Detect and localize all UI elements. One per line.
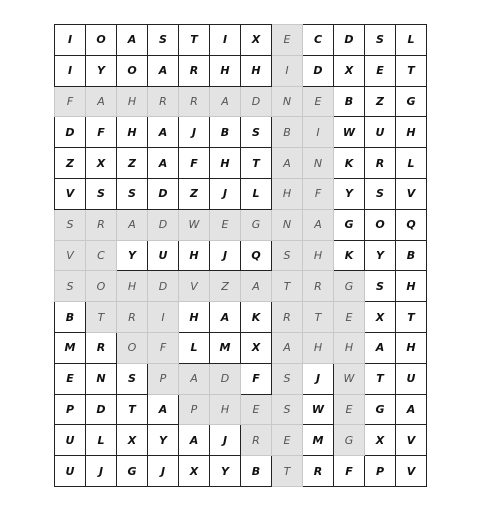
- grid-cell[interactable]: J: [210, 240, 241, 271]
- grid-cell[interactable]: N: [272, 86, 303, 117]
- grid-cell[interactable]: H: [117, 271, 148, 302]
- grid-cell[interactable]: D: [241, 86, 272, 117]
- grid-cell[interactable]: T: [396, 55, 427, 86]
- grid-cell[interactable]: H: [334, 332, 365, 363]
- grid-cell[interactable]: D: [148, 271, 179, 302]
- grid-cell[interactable]: P: [148, 363, 179, 394]
- grid-cell[interactable]: Z: [210, 271, 241, 302]
- grid-cell[interactable]: I: [272, 55, 303, 86]
- grid-cell[interactable]: O: [86, 271, 117, 302]
- grid-cell[interactable]: N: [86, 363, 117, 394]
- grid-cell[interactable]: W: [303, 394, 334, 425]
- grid-cell[interactable]: X: [241, 332, 272, 363]
- grid-cell[interactable]: J: [148, 456, 179, 487]
- grid-cell[interactable]: N: [272, 209, 303, 240]
- grid-cell[interactable]: Y: [210, 456, 241, 487]
- grid-cell[interactable]: V: [396, 178, 427, 209]
- grid-row: [55, 25, 427, 56]
- grid-cell[interactable]: G: [334, 271, 365, 302]
- grid-cell[interactable]: H: [210, 394, 241, 425]
- grid-cell[interactable]: H: [303, 240, 334, 271]
- grid-cell[interactable]: E: [334, 302, 365, 333]
- grid-cell[interactable]: B: [210, 117, 241, 148]
- grid-cell[interactable]: F: [241, 363, 272, 394]
- grid-cell[interactable]: T: [117, 394, 148, 425]
- grid-cell[interactable]: I: [55, 25, 86, 56]
- grid-cell[interactable]: T: [272, 271, 303, 302]
- grid-row: [55, 178, 427, 209]
- grid-cell[interactable]: Y: [86, 55, 117, 86]
- grid-cell[interactable]: E: [303, 86, 334, 117]
- grid-row: [55, 394, 427, 425]
- grid-cell[interactable]: R: [86, 209, 117, 240]
- grid-cell[interactable]: G: [117, 456, 148, 487]
- grid-cell[interactable]: S: [117, 178, 148, 209]
- grid-cell[interactable]: H: [210, 148, 241, 179]
- grid-cell[interactable]: B: [334, 86, 365, 117]
- grid-cell[interactable]: D: [210, 363, 241, 394]
- grid-cell[interactable]: K: [334, 148, 365, 179]
- grid-cell[interactable]: H: [272, 178, 303, 209]
- grid-cell[interactable]: Q: [241, 240, 272, 271]
- grid-cell[interactable]: I: [303, 117, 334, 148]
- grid-cell[interactable]: V: [55, 240, 86, 271]
- grid-cell[interactable]: X: [86, 148, 117, 179]
- grid-cell[interactable]: U: [55, 425, 86, 456]
- grid-cell[interactable]: V: [179, 271, 210, 302]
- grid-cell[interactable]: H: [117, 86, 148, 117]
- grid-cell[interactable]: E: [241, 394, 272, 425]
- grid-cell[interactable]: K: [334, 240, 365, 271]
- grid-cell[interactable]: S: [365, 271, 396, 302]
- grid-cell[interactable]: H: [117, 117, 148, 148]
- grid-cell[interactable]: A: [272, 148, 303, 179]
- grid-cell[interactable]: X: [334, 55, 365, 86]
- grid-cell[interactable]: Y: [117, 240, 148, 271]
- grid-cell[interactable]: O: [117, 55, 148, 86]
- grid-cell[interactable]: S: [55, 271, 86, 302]
- grid-cell[interactable]: T: [303, 302, 334, 333]
- grid-cell[interactable]: L: [86, 425, 117, 456]
- grid-cell[interactable]: A: [179, 425, 210, 456]
- grid-row: [55, 209, 427, 240]
- grid-cell[interactable]: N: [303, 148, 334, 179]
- grid-cell[interactable]: H: [303, 332, 334, 363]
- grid-cell[interactable]: A: [148, 394, 179, 425]
- grid-cell[interactable]: H: [396, 332, 427, 363]
- grid-cell[interactable]: A: [117, 25, 148, 56]
- grid-cell[interactable]: O: [365, 209, 396, 240]
- grid-cell[interactable]: B: [55, 302, 86, 333]
- grid-cell[interactable]: R: [117, 302, 148, 333]
- grid-cell[interactable]: X: [117, 425, 148, 456]
- grid-cell[interactable]: Q: [396, 209, 427, 240]
- grid-cell[interactable]: B: [396, 240, 427, 271]
- grid-cell[interactable]: R: [303, 456, 334, 487]
- grid-cell[interactable]: R: [148, 86, 179, 117]
- grid-row: [55, 363, 427, 394]
- grid-row: [55, 117, 427, 148]
- grid-cell[interactable]: F: [148, 332, 179, 363]
- grid-cell[interactable]: J: [179, 117, 210, 148]
- grid-cell[interactable]: S: [365, 25, 396, 56]
- grid-row: [55, 240, 427, 271]
- grid-cell[interactable]: M: [303, 425, 334, 456]
- grid-cell[interactable]: Y: [334, 178, 365, 209]
- grid-cell[interactable]: R: [86, 332, 117, 363]
- grid-cell[interactable]: T: [86, 302, 117, 333]
- grid-cell[interactable]: T: [272, 456, 303, 487]
- grid-cell[interactable]: K: [241, 302, 272, 333]
- grid-cell[interactable]: A: [148, 117, 179, 148]
- grid-cell[interactable]: B: [241, 456, 272, 487]
- grid-cell[interactable]: A: [179, 363, 210, 394]
- grid-cell[interactable]: Z: [365, 86, 396, 117]
- grid-cell[interactable]: D: [334, 25, 365, 56]
- grid-cell[interactable]: B: [272, 117, 303, 148]
- grid-cell[interactable]: Z: [55, 148, 86, 179]
- grid-cell[interactable]: A: [241, 271, 272, 302]
- grid-cell[interactable]: U: [148, 240, 179, 271]
- grid-cell[interactable]: R: [365, 148, 396, 179]
- grid-cell[interactable]: O: [86, 25, 117, 56]
- grid-cell[interactable]: A: [117, 209, 148, 240]
- grid-cell[interactable]: M: [210, 332, 241, 363]
- grid-cell[interactable]: H: [396, 117, 427, 148]
- grid-cell[interactable]: W: [334, 363, 365, 394]
- grid-cell[interactable]: A: [303, 209, 334, 240]
- grid-cell[interactable]: D: [148, 178, 179, 209]
- grid-cell[interactable]: Z: [117, 148, 148, 179]
- grid-cell[interactable]: X: [179, 456, 210, 487]
- grid-cell[interactable]: G: [241, 209, 272, 240]
- grid-cell[interactable]: I: [148, 302, 179, 333]
- grid-row: [55, 332, 427, 363]
- grid-cell[interactable]: S: [148, 25, 179, 56]
- grid-cell[interactable]: L: [396, 25, 427, 56]
- grid-cell[interactable]: A: [365, 332, 396, 363]
- grid-cell[interactable]: X: [365, 425, 396, 456]
- grid-cell[interactable]: U: [365, 117, 396, 148]
- word-search-grid: [54, 24, 427, 487]
- grid-cell[interactable]: H: [179, 240, 210, 271]
- grid-cell[interactable]: V: [396, 456, 427, 487]
- grid-row: [55, 148, 427, 179]
- grid-cell[interactable]: L: [241, 178, 272, 209]
- grid-cell[interactable]: S: [272, 363, 303, 394]
- grid-cell[interactable]: A: [272, 332, 303, 363]
- grid-cell[interactable]: S: [365, 178, 396, 209]
- grid-cell[interactable]: J: [303, 363, 334, 394]
- grid-cell[interactable]: H: [179, 302, 210, 333]
- grid-cell[interactable]: S: [272, 240, 303, 271]
- grid-cell[interactable]: O: [117, 332, 148, 363]
- grid-cell[interactable]: F: [334, 456, 365, 487]
- grid-cell[interactable]: D: [303, 55, 334, 86]
- grid-cell[interactable]: H: [396, 271, 427, 302]
- grid-cell[interactable]: E: [272, 425, 303, 456]
- grid-cell[interactable]: A: [148, 55, 179, 86]
- grid-cell[interactable]: Y: [148, 425, 179, 456]
- grid-cell[interactable]: S: [117, 363, 148, 394]
- grid-cell[interactable]: Z: [179, 178, 210, 209]
- grid-cell[interactable]: S: [86, 178, 117, 209]
- grid-cell[interactable]: L: [179, 332, 210, 363]
- grid-cell[interactable]: G: [365, 394, 396, 425]
- grid-cell[interactable]: H: [210, 55, 241, 86]
- grid-cell[interactable]: S: [241, 117, 272, 148]
- grid-cell[interactable]: S: [272, 394, 303, 425]
- grid-cell[interactable]: A: [210, 302, 241, 333]
- grid-cell[interactable]: W: [179, 209, 210, 240]
- grid-cell[interactable]: I: [55, 55, 86, 86]
- grid-cell[interactable]: P: [365, 456, 396, 487]
- grid-cell[interactable]: E: [210, 209, 241, 240]
- grid-cell[interactable]: V: [396, 425, 427, 456]
- grid-cell[interactable]: R: [179, 55, 210, 86]
- grid-cell[interactable]: E: [272, 25, 303, 56]
- grid-cell[interactable]: J: [86, 456, 117, 487]
- grid-cell[interactable]: T: [396, 302, 427, 333]
- grid-cell[interactable]: F: [303, 178, 334, 209]
- grid-cell[interactable]: W: [334, 117, 365, 148]
- grid-cell[interactable]: X: [365, 302, 396, 333]
- grid-cell[interactable]: X: [241, 25, 272, 56]
- grid-row: [55, 86, 427, 117]
- grid-cell[interactable]: R: [272, 302, 303, 333]
- grid-cell[interactable]: F: [86, 117, 117, 148]
- grid-cell[interactable]: D: [86, 394, 117, 425]
- grid-cell[interactable]: R: [303, 271, 334, 302]
- grid-cell[interactable]: A: [210, 86, 241, 117]
- grid-cell[interactable]: M: [55, 332, 86, 363]
- grid-cell[interactable]: H: [241, 55, 272, 86]
- grid-cell[interactable]: P: [55, 394, 86, 425]
- grid-cell[interactable]: Y: [365, 240, 396, 271]
- grid-row: [55, 55, 427, 86]
- grid-cell[interactable]: J: [210, 425, 241, 456]
- grid-cell[interactable]: C: [86, 240, 117, 271]
- grid-cell[interactable]: D: [148, 209, 179, 240]
- grid-cell[interactable]: F: [179, 148, 210, 179]
- grid-cell[interactable]: S: [55, 209, 86, 240]
- grid-cell[interactable]: E: [55, 363, 86, 394]
- grid-cell[interactable]: T: [241, 148, 272, 179]
- grid-cell[interactable]: J: [210, 178, 241, 209]
- grid-cell[interactable]: U: [55, 456, 86, 487]
- grid-cell[interactable]: A: [86, 86, 117, 117]
- grid-row: [55, 456, 427, 487]
- grid-row: [55, 271, 427, 302]
- grid-cell[interactable]: G: [396, 86, 427, 117]
- grid-row: [55, 425, 427, 456]
- grid-cell[interactable]: E: [334, 394, 365, 425]
- grid-cell[interactable]: T: [179, 25, 210, 56]
- grid-cell[interactable]: C: [303, 25, 334, 56]
- grid-cell[interactable]: G: [334, 425, 365, 456]
- grid-cell[interactable]: E: [365, 55, 396, 86]
- grid-cell[interactable]: R: [241, 425, 272, 456]
- grid-cell[interactable]: U: [396, 363, 427, 394]
- grid-cell[interactable]: F: [55, 86, 86, 117]
- grid-cell[interactable]: D: [55, 117, 86, 148]
- grid-row: [55, 302, 427, 333]
- grid-cell[interactable]: G: [334, 209, 365, 240]
- grid-cell[interactable]: T: [365, 363, 396, 394]
- grid-cell[interactable]: R: [179, 86, 210, 117]
- grid-cell[interactable]: P: [179, 394, 210, 425]
- grid-cell[interactable]: V: [55, 178, 86, 209]
- grid-cell[interactable]: A: [148, 148, 179, 179]
- grid-cell[interactable]: I: [210, 25, 241, 56]
- grid-cell[interactable]: L: [396, 148, 427, 179]
- grid-cell[interactable]: A: [396, 394, 427, 425]
